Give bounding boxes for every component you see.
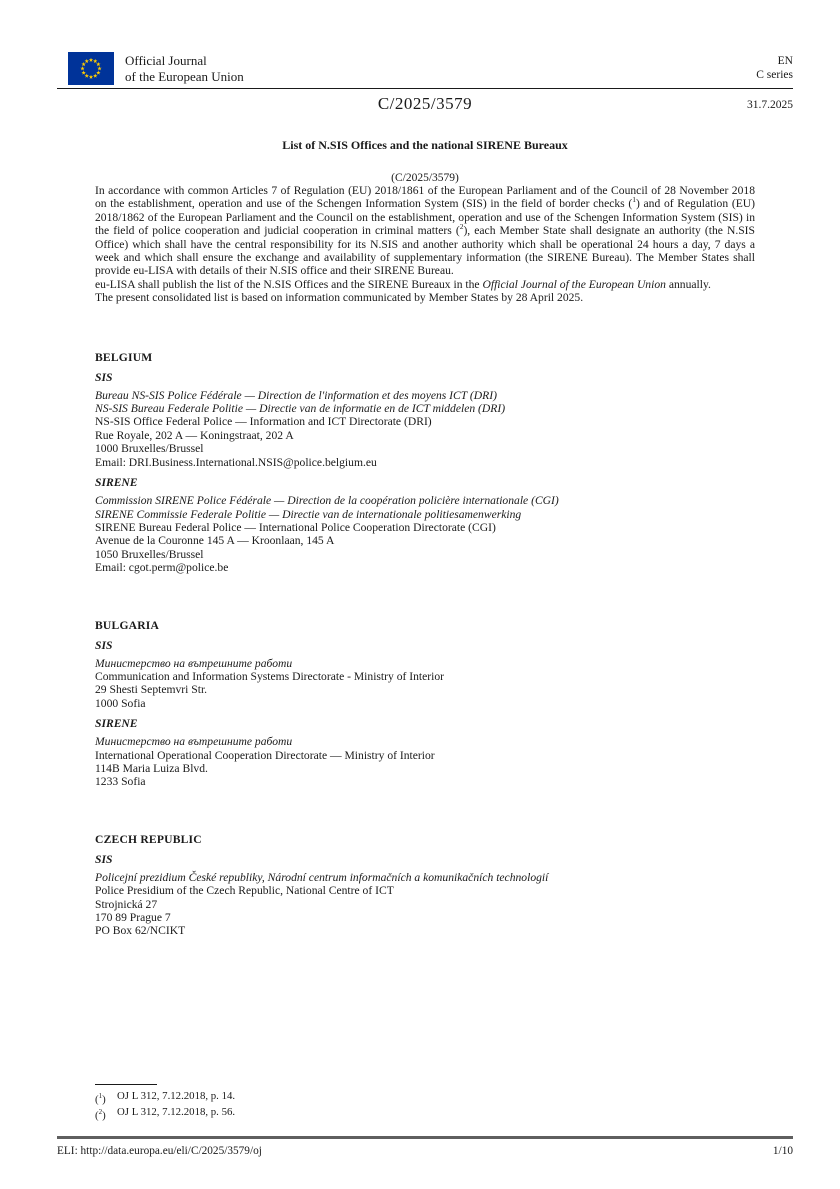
footnote-1 [95, 1090, 755, 1106]
footnotes [95, 1084, 755, 1122]
paragraph-publish-journal-name: Official Journal of the European Union [482, 277, 666, 291]
address-line: SIRENE Commissie Federale Politie — Directie van de internationale politiesamenwerking [95, 507, 522, 521]
address-line: Министерство на вътрешните работи [95, 735, 293, 749]
address-line: International Operational Cooperation Directorate — Ministry of Interior [95, 748, 435, 762]
paragraph-intro-part2: ) and of Regulation (EU) 2018/1862 of the European Parliament and the Council on the establishment, operation and use of the Schengen Information System (SIS) in the field of police cooperation and judicial cooperation in criminal matters ( [95, 197, 756, 238]
subsection-label-sis: SIS [95, 638, 113, 652]
address-line: 114B Maria Luiza Blvd. [95, 761, 208, 775]
document-number-row [57, 94, 793, 116]
email-line: Email: cgot.perm@police.be [95, 561, 229, 575]
address-line: 1050 Bruxelles/Brussel [95, 547, 204, 561]
header-divider [57, 88, 793, 89]
document-reference: (C/2025/3579) [391, 172, 459, 184]
address-line: Министерство на вътрешните работи [95, 656, 293, 670]
footnote-text: OJ L 312, 7.12.2018, p. 14. [117, 1090, 236, 1102]
address-line: Communication and Information Systems Directorate - Ministry of Interior [95, 669, 445, 683]
paragraph-publish-part2: annually. [665, 277, 711, 291]
paragraph-intro [95, 184, 755, 278]
eu-flag-logo [68, 52, 114, 85]
address-line: 170 89 Prague 7 [95, 911, 171, 924]
country-section-belgium [95, 351, 755, 575]
address-line: PO Box 62/NCIKT [95, 924, 186, 938]
address-block [95, 389, 755, 469]
address-line: SIRENE Bureau Federal Police — International Police Cooperation Directorate (CGI) [95, 520, 496, 534]
footnote-paren-close: ) [102, 1093, 106, 1106]
footnote-number: 2 [98, 1108, 103, 1117]
country-heading: CZECH REPUBLIC [95, 832, 202, 846]
footnote-paren-open: ( [95, 1109, 99, 1122]
footnote-separator [95, 1084, 157, 1085]
address-line: Bureau NS-SIS Police Fédérale — Direction de l'information et des moyens ICT (DRI) [95, 388, 497, 402]
subsection-label-sis: SIS [95, 852, 113, 866]
document-number: C/2025/3579 [377, 94, 473, 113]
subsection-label-sis: SIS [95, 370, 113, 384]
subsection-label-sirene: SIRENE [95, 476, 138, 490]
journal-title [125, 52, 244, 84]
address-block [95, 735, 755, 789]
country-section-czech-republic [95, 833, 755, 938]
address-block [95, 657, 755, 711]
footnote-paren-open: ( [95, 1093, 99, 1106]
journal-title-line2: of the European Union [125, 68, 244, 84]
journal-header [57, 0, 793, 85]
paragraph-publish-part1: eu-LISA shall publish the list of the N.SIS Offices and the SIRENE Bureaux in the [95, 277, 483, 291]
footnote-marker [95, 1090, 117, 1106]
address-line: Policejní prezidium České republiky, Národní centrum informačních a komunikačních technologií [95, 870, 549, 884]
footnote-marker [95, 1106, 117, 1122]
page-title: List of N.SIS Offices and the national SIRENE Bureaux [282, 138, 568, 152]
country-section-bulgaria [95, 619, 755, 789]
address-line: 29 Shesti Septemvri Str. [95, 683, 208, 697]
footer-divider [57, 1136, 793, 1139]
page-number: 1/10 [772, 1145, 793, 1157]
paragraph-publish [95, 278, 755, 291]
header-meta [756, 52, 793, 82]
address-line: Strojnická 27 [95, 897, 158, 911]
address-line: 1000 Sofia [95, 696, 146, 710]
address-block [95, 494, 755, 574]
series-label: C series [756, 69, 793, 81]
address-line: Police Presidium of the Czech Republic, National Centre of ICT [95, 884, 394, 898]
address-line: NS-SIS Bureau Federale Politie — Directie van de informatie en de ICT middelen (DRI) [95, 402, 506, 416]
eli-reference: ELI: http://data.europa.eu/eli/C/2025/3579/oj [57, 1145, 262, 1157]
paragraph-intro-part3: ), each Member State shall designate an authority (the N.SIS Office) which shall have the central responsibility for its N.SIS and another authority which shall be operational 24 hours a day, 7 days a week and which shall ensure the exchange and availability of supplementary information (the SIRENE Bureau). The Member States shall provide eu-LISA with details of their N.SIS office and their SIRENE Bureau. [95, 224, 755, 278]
publication-date: 31.7.2025 [747, 99, 793, 111]
address-line: NS-SIS Office Federal Police — Information and ICT Directorate (DRI) [95, 415, 432, 429]
footnote-ref-2: 2 [459, 222, 464, 232]
footnote-number: 1 [98, 1092, 103, 1100]
address-line: Avenue de la Couronne 145 A — Kroonlaan, 145 A [95, 534, 335, 548]
footnote-ref-1: 1 [632, 195, 636, 205]
footnote-2 [95, 1106, 755, 1122]
email-line: Email: DRI.Business.International.NSIS@police.belgium.eu [95, 455, 377, 469]
country-heading: BELGIUM [95, 350, 153, 364]
footnote-text: OJ L 312, 7.12.2018, p. 56. [117, 1106, 236, 1119]
address-line: Rue Royale, 202 A — Koningstraat, 202 A [95, 428, 294, 442]
subsection-label-sirene: SIRENE [95, 717, 138, 731]
page-footer [57, 1136, 793, 1157]
paragraph-consolidated: The present consolidated list is based on information communicated by Member States by 28 April 2025. [95, 291, 584, 305]
journal-title-line1: Official Journal [125, 53, 207, 68]
footnote-paren-close: ) [102, 1109, 106, 1122]
address-line: 1000 Bruxelles/Brussel [95, 442, 204, 456]
address-line: Commission SIRENE Police Fédérale — Direction de la coopération policière internationale (CGI) [95, 494, 559, 508]
address-line: 1233 Sofia [95, 775, 146, 789]
language-label: EN [777, 55, 793, 67]
address-block [95, 871, 755, 938]
paragraph-intro-part1: In accordance with common Articles 7 of Regulation (EU) 2018/1861 of the European Parliament and of the Council of 28 November 2018 on the establishment, operation and use of the Schengen Information System (SIS) in the field of border checks ( [95, 184, 755, 211]
country-heading: BULGARIA [95, 618, 160, 632]
